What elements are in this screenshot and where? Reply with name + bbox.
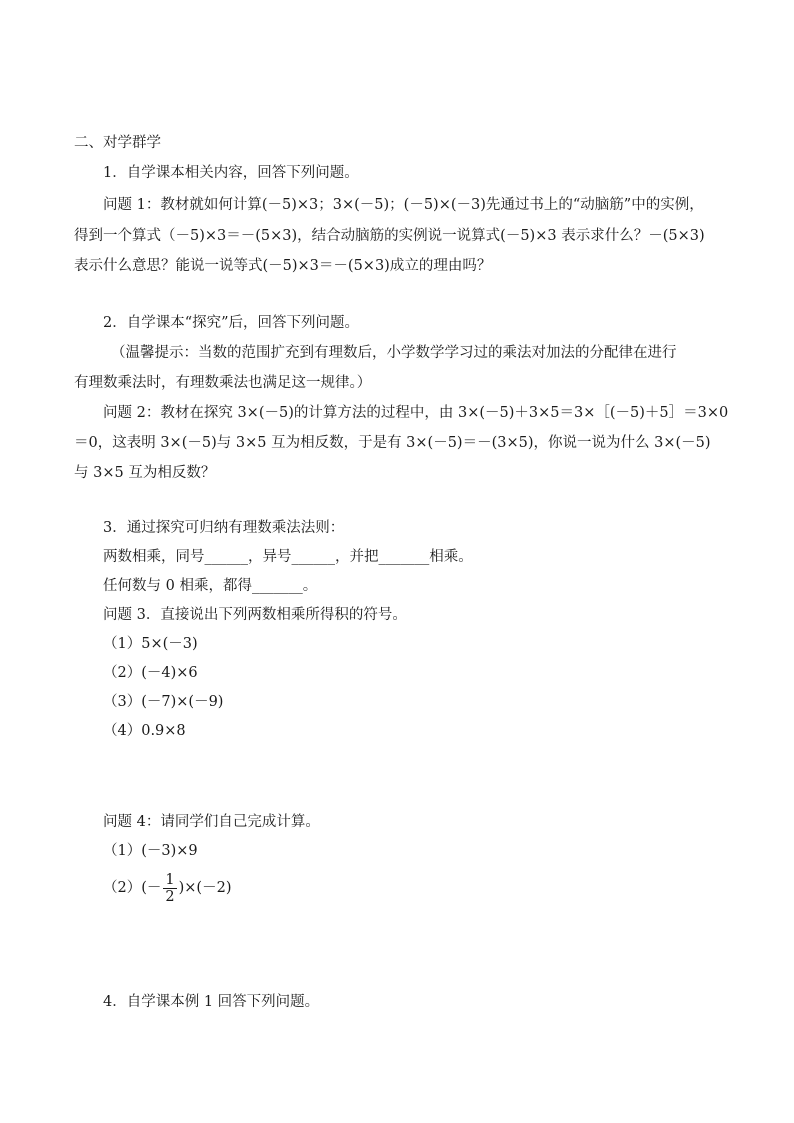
q2-tip-line-1: （温馨提示：当数的范围扩充到有理数后，小学数学学习过的乘法对加法的分配律在进行	[111, 345, 677, 361]
item2-suffix: )×(－2)	[178, 880, 232, 896]
item2-prefix: （2）(－	[103, 880, 162, 896]
fraction-numerator: 1	[165, 871, 175, 888]
q4-problem-title: 问题 4：请同学们自己完成计算。	[103, 814, 320, 830]
q3-item-3: （3）(－7)×(－9)	[103, 694, 224, 710]
q2-title: 2．自学课本“探究”后，回答下列问题。	[103, 315, 360, 331]
q3-rule-1: 两数相乘，同号______，异号______，并把_______相乘。	[103, 549, 473, 565]
fraction-denominator: 2	[165, 888, 175, 905]
q1-problem-line-1: 问题 1：教材就如何计算(－5)×3；3×(－5)；(－5)×(－3)先通过书上的“动脑筋”中的实例，	[103, 197, 704, 213]
q1-problem-line-3: 表示什么意思？能说一说等式(－5)×3＝－(5×3)成立的理由吗？	[74, 258, 492, 274]
section-heading: 二、对学群学	[74, 135, 161, 151]
q3-item-2: （2）(－4)×6	[103, 665, 198, 681]
q2-problem-line-3: 与 3×5 互为相反数？	[74, 465, 216, 481]
fraction	[163, 872, 176, 905]
q1-title: 1．自学课本相关内容，回答下列问题。	[103, 165, 359, 181]
q3-item-4: （4）0.9×8	[103, 723, 186, 739]
q4-problem-item-2	[103, 870, 231, 906]
q4-title: 4．自学课本例 1 回答下列问题。	[103, 994, 320, 1010]
q3-title: 3．通过探究可归纳有理数乘法法则：	[103, 520, 345, 536]
q2-problem-line-1: 问题 2：教材在探究 3×(－5)的计算方法的过程中，由 3×(－5)＋3×5＝3×［(－5)＋5］＝3×0	[103, 405, 729, 421]
q1-problem-line-2: 得到一个算式（－5)×3＝－(5×3)，结合动脑筋的实例说一说算式(－5)×3 表示求什么？－(5×3)	[74, 228, 705, 244]
q3-problem: 问题 3．直接说出下列两数相乘所得积的符号。	[103, 607, 407, 623]
q2-problem-line-2: ＝0，这表明 3×(－5)与 3×5 互为相反数，于是有 3×(－5)＝－(3×5)，你说一说为什么 3×(－5)	[74, 435, 711, 451]
q3-item-1: （1）5×(－3)	[103, 636, 198, 652]
q4-problem-item-1: （1）(－3)×9	[103, 843, 198, 859]
q2-tip-line-2: 有理数乘法时，有理数乘法也满足这一规律。）	[74, 375, 372, 391]
q3-rule-2: 任何数与 0 相乘，都得_______。	[103, 578, 318, 594]
